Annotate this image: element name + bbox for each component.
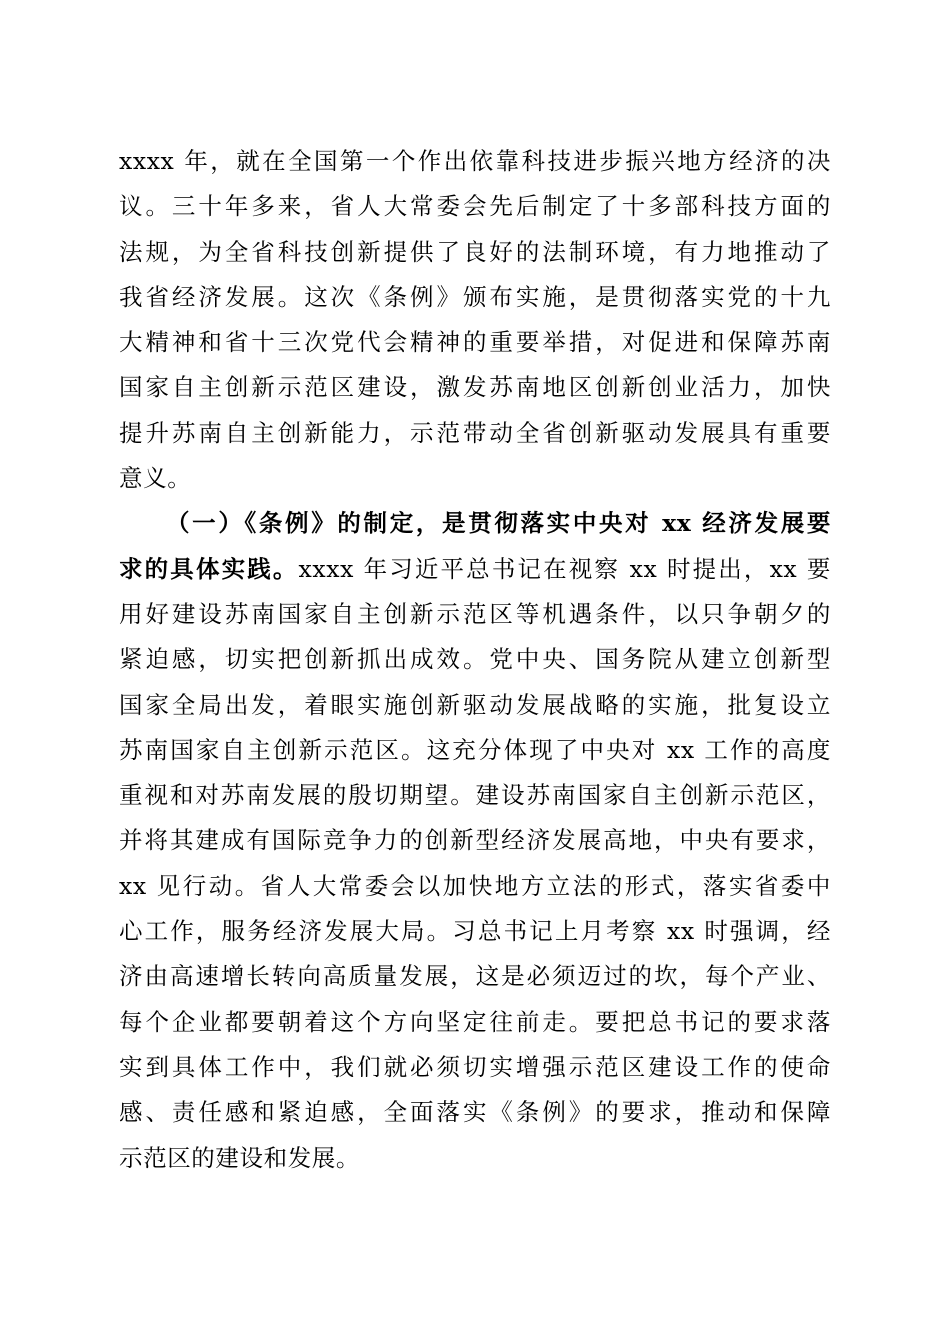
- text-line: 我省经济发展。这次《条例》颁布实施，是贯彻落实党的十九: [119, 282, 831, 311]
- text-line: 苏南国家自主创新示范区。这充分体现了中央对 xx 工作的高度: [119, 735, 831, 764]
- text-line: xxxx 年，就在全国第一个作出依靠科技进步振兴地方经济的决: [119, 147, 831, 175]
- text-line: 用好建设苏南国家自主创新示范区等机遇条件，以只争朝夕的: [119, 599, 831, 628]
- text-line: [119, 547, 831, 592]
- text-line: 济由高速增长转向高质量发展，这是必须迈过的坎，每个产业、: [119, 962, 831, 991]
- text-line: 心工作，服务经济发展大局。习总书记上月考察 xx 时强调，经: [119, 917, 831, 946]
- paragraph-1: [119, 139, 831, 501]
- paragraph-2: [119, 501, 831, 1180]
- document-body: [119, 139, 831, 1181]
- text-line: 意义。: [119, 464, 192, 493]
- text-line: 国家自主创新示范区建设，激发苏南地区创新创业活力，加快: [119, 373, 831, 402]
- text-line-rest: xxxx 年习近平总书记在视察 xx 时提出，xx 要: [298, 554, 832, 583]
- text-line: 示范区的建设和发展。: [119, 1143, 360, 1172]
- text-line: 每个企业都要朝着这个方向坚定往前走。要把总书记的要求落: [119, 1007, 831, 1036]
- text-line: 紧迫感，切实把创新抓出成效。党中央、国务院从建立创新型: [119, 645, 831, 674]
- text-line: 议。三十年多来，省人大常委会先后制定了十多部科技方面的: [119, 192, 831, 221]
- text-line: 提升苏南自主创新能力，示范带动全省创新驱动发展具有重要: [119, 418, 831, 447]
- text-line: 大精神和省十三次党代会精神的重要举措，对促进和保障苏南: [119, 328, 831, 357]
- text-line: 重视和对苏南发展的殷切期望。建设苏南国家自主创新示范区，: [119, 781, 831, 810]
- text-line: xx 见行动。省人大常委会以加快地方立法的形式，落实省委中: [119, 871, 831, 900]
- section-heading-continued: 求的具体实践。: [119, 554, 299, 583]
- text-line: 实到具体工作中，我们就必须切实增强示范区建设工作的使命: [119, 1052, 831, 1081]
- text-line: 国家全局出发，着眼实施创新驱动发展战略的实施，批复设立: [119, 690, 831, 719]
- text-line: 法规，为全省科技创新提供了良好的法制环境，有力地推动了: [119, 237, 831, 266]
- text-line: 并将其建成有国际竞争力的创新型经济发展高地，中央有要求，: [119, 826, 831, 855]
- section-heading: （一）《条例》的制定，是贯彻落实中央对 xx 经济发展要: [166, 509, 831, 538]
- text-line: 感、责任感和紧迫感，全面落实《条例》的要求，推动和保障: [119, 1098, 831, 1127]
